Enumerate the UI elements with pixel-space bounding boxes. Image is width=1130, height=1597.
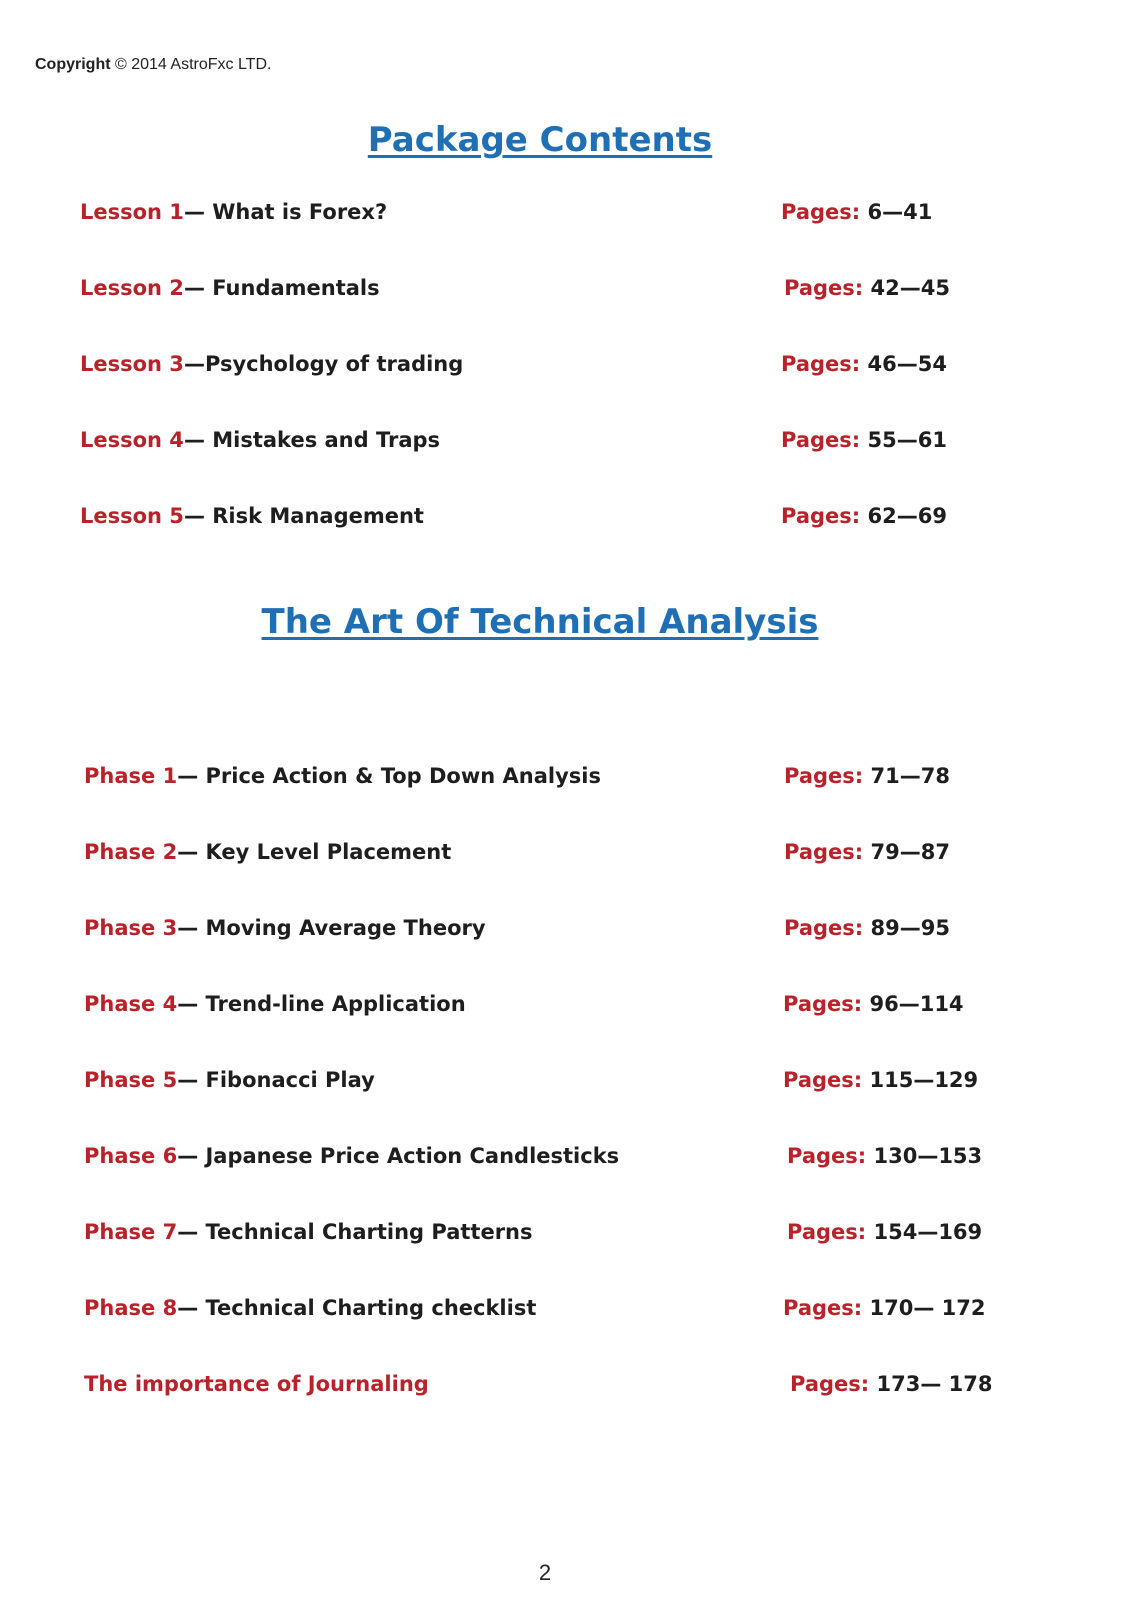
pages-range: 71—78 (870, 764, 950, 788)
pages-range: 173— 178 (876, 1372, 993, 1396)
pages-label: Pages: (784, 840, 864, 864)
pages-range: 130—153 (873, 1144, 983, 1168)
pages-label: Pages: (781, 352, 861, 376)
pages-label: Pages: (784, 276, 864, 300)
phase-label: Phase 7 (84, 1220, 178, 1244)
pages-label: Pages: (781, 200, 861, 224)
lesson-title: — Fundamentals (183, 276, 380, 300)
phase-title: — Trend-line Application (177, 992, 466, 1016)
phase-label: Phase 1 (84, 764, 178, 788)
copyright-notice (35, 56, 271, 74)
lesson-title: — Mistakes and Traps (183, 428, 441, 452)
lesson-title: —Psychology of trading (183, 352, 464, 376)
pages-label: Pages: (783, 992, 863, 1016)
lesson-label: Lesson 3 (80, 352, 184, 376)
pages-range: 62—69 (867, 504, 947, 528)
phase-label: Phase 5 (84, 1068, 178, 1092)
copyright-label: Copyright (35, 56, 111, 73)
phase-title: — Price Action & Top Down Analysis (177, 764, 601, 788)
lesson-label: Lesson 1 (80, 200, 184, 224)
technical-analysis-title: The Art Of Technical Analysis (261, 602, 819, 642)
pages-range: 46—54 (867, 352, 947, 376)
phase-label: Phase 2 (84, 840, 178, 864)
lesson-title: — What is Forex? (183, 200, 388, 224)
pages-label: Pages: (787, 1220, 867, 1244)
lesson-title: — Risk Management (183, 504, 424, 528)
phase-title: — Technical Charting checklist (177, 1296, 537, 1320)
pages-range: 55—61 (867, 428, 947, 452)
copyright-text: © 2014 AstroFxc LTD. (115, 56, 272, 73)
pages-range: 115—129 (869, 1068, 979, 1092)
pages-label: Pages: (784, 916, 864, 940)
lesson-label: Lesson 2 (80, 276, 184, 300)
phase-title: — Fibonacci Play (177, 1068, 375, 1092)
lesson-label: Lesson 5 (80, 504, 184, 528)
phase-title: — Key Level Placement (177, 840, 452, 864)
pages-label: Pages: (784, 764, 864, 788)
phase-label: Phase 4 (84, 992, 178, 1016)
phase-title: — Moving Average Theory (177, 916, 486, 940)
phase-label: Phase 6 (84, 1144, 178, 1168)
pages-range: 6—41 (867, 200, 933, 224)
pages-range: 79—87 (870, 840, 950, 864)
phase-label: Phase 3 (84, 916, 178, 940)
page-number: 2 (538, 1560, 552, 1585)
lesson-label: Lesson 4 (80, 428, 184, 452)
pages-label: Pages: (783, 1068, 863, 1092)
journaling-title: The importance of Journaling (84, 1372, 429, 1396)
pages-range: 96—114 (869, 992, 964, 1016)
pages-label: Pages: (783, 1296, 863, 1320)
pages-label: Pages: (781, 504, 861, 528)
pages-range: 170— 172 (869, 1296, 986, 1320)
pages-label: Pages: (787, 1144, 867, 1168)
package-contents-title: Package Contents (367, 120, 713, 160)
pages-label: Pages: (790, 1372, 870, 1396)
phase-title: — Technical Charting Patterns (177, 1220, 533, 1244)
pages-range: 89—95 (870, 916, 950, 940)
pages-range: 42—45 (870, 276, 950, 300)
phase-label: Phase 8 (84, 1296, 178, 1320)
phase-title: — Japanese Price Action Candlesticks (177, 1144, 620, 1168)
pages-range: 154—169 (873, 1220, 983, 1244)
pages-label: Pages: (781, 428, 861, 452)
